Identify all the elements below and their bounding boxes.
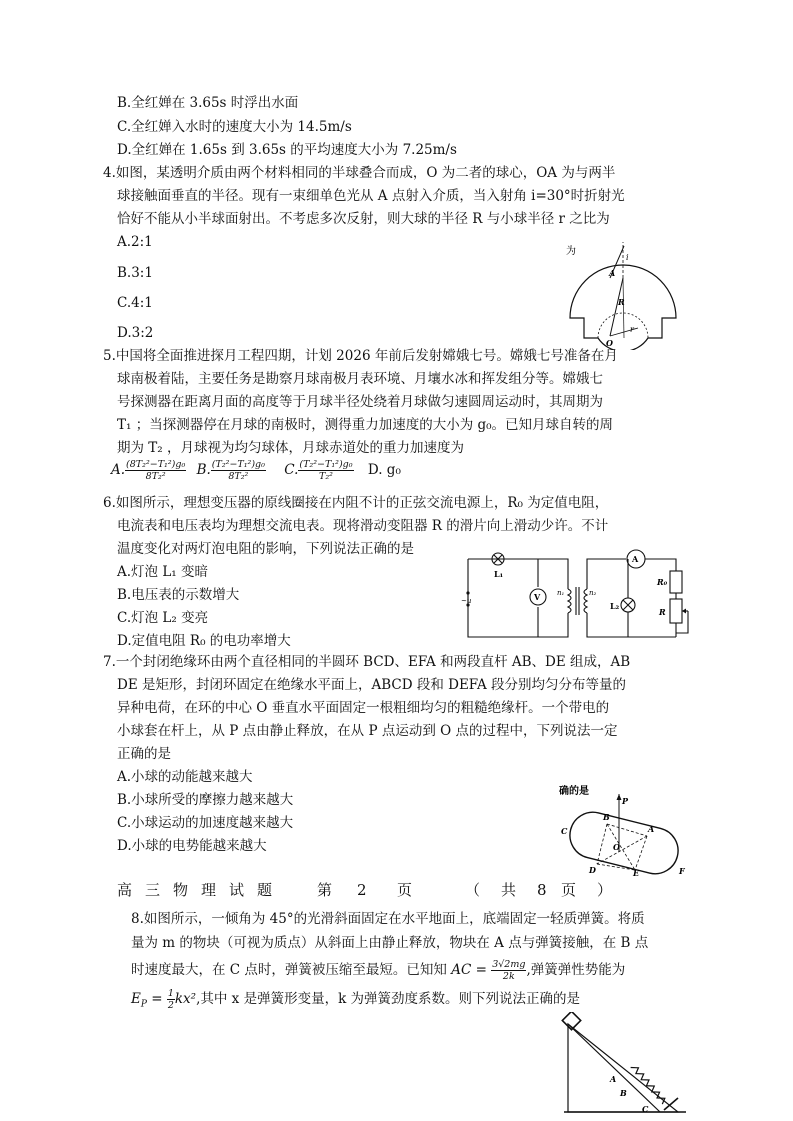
q6-label-l2: L₂ bbox=[610, 601, 620, 611]
q7-figure-caption: 确的是 bbox=[559, 786, 589, 797]
q6-option-b: B.电压表的示数增大 bbox=[117, 587, 240, 603]
q8-stem-line-1: 8.如图所示，一倾角为 45°的光滑斜面固定在水平地面上，底端固定一轻质弹簧。将质 bbox=[131, 911, 645, 927]
q8-stem-line-4: $E_P$ = $\frac{1}{2}$ kx²,其中 x 是弹簧形变量，k 为弹簧劲度系数。则下列说法正确的是 bbox=[131, 988, 581, 1011]
q4-label-r-small: r bbox=[630, 325, 634, 334]
q7-label-d: D bbox=[589, 865, 596, 875]
q7-label-f: F bbox=[679, 866, 685, 876]
q7-option-c: C.小球运动的加速度越来越大 bbox=[117, 815, 294, 831]
q5-stem-line-1: 5.中国将全面推进探月工程四期，计划 2026 年前后发射嫦娥七号。嫦娥七号准备在月 bbox=[103, 348, 618, 364]
q6-option-a: A.灯泡 L₁ 变暗 bbox=[117, 564, 208, 580]
q5-option-d: D. g₀ bbox=[367, 462, 401, 478]
q7-stem-line-1: 7.一个封闭绝缘环由两个直径相同的半圆环 BCD、EFA 和两段直杆 AB、DE 组成，AB bbox=[103, 654, 631, 670]
q5-stem-line-2: 球南极着陆，主要任务是勘察月球南极月表环境、月壤水冰和挥发组分等。嫦娥七 bbox=[117, 371, 603, 387]
q4-hemisphere-figure bbox=[548, 238, 678, 350]
q6-stem-line-2: 电流表和电压表均为理想交流电表。现将滑动变阻器 R 的滑片向上滑动少许。不计 bbox=[117, 518, 609, 534]
q7-label-e: E bbox=[633, 868, 640, 876]
q7-label-a: A bbox=[648, 824, 655, 834]
q5-option-b: B. $\frac{\text{(T₂²−T₁²)g₀}}{\text{8T₂²}}$ bbox=[196, 459, 265, 482]
q6-stem-line-3: 温度变化对两灯泡电阻的影响，下列说法正确的是 bbox=[117, 541, 414, 557]
q7-option-d: D.小球的电势能越来越大 bbox=[117, 838, 267, 854]
q5-stem-line-3: 号探测器在距离月面的高度等于月球半径处绕着月球做匀速圆周运动时，其周期为 bbox=[117, 394, 603, 410]
q6-label-l1: L₁ bbox=[494, 569, 504, 579]
q4-stem-line-1: 4.如图，某透明介质由两个材料相同的半球叠合而成，O 为二者的球心，OA 为与两半 bbox=[103, 165, 616, 181]
q7-label-b: B bbox=[603, 812, 610, 822]
q3-option-d: D.全红婵在 1.65s 到 3.65s 的平均速度大小为 7.25m/s bbox=[117, 142, 457, 158]
q4-label-r-big: R bbox=[618, 297, 625, 307]
q4-label-o: O bbox=[606, 338, 613, 348]
q3-option-b: B.全红婵在 3.65s 时浮出水面 bbox=[117, 95, 299, 111]
q6-label-source: ~u bbox=[461, 597, 472, 605]
q7-label-o: O bbox=[613, 842, 620, 852]
q4-option-b: B.3:1 bbox=[117, 265, 153, 281]
q7-option-a: A.小球的动能越来越大 bbox=[117, 769, 253, 785]
q6-label-r: R bbox=[659, 607, 666, 617]
q6-label-voltmeter: V bbox=[534, 592, 541, 602]
q4-stem-line-3: 恰好不能从小半球面射出。不考虑多次反射，则大球的半径 R 与小球半径 r 之比为 bbox=[117, 211, 610, 227]
q7-stem-line-5: 正确的是 bbox=[117, 746, 171, 762]
q8-stem-line-3: 时速度最大，在 C 点时，弹簧被压缩至最短。已知知 AC = $\frac{3√2mg}{2k}$ ,弹簧弹性势能为 bbox=[131, 959, 626, 982]
q6-label-r0: R₀ bbox=[657, 577, 668, 587]
q7-stem-line-4: 小球套在杆上，从 P 点由静止释放，在从 P 点运动到 O 点的过程中，下列说法一定 bbox=[117, 723, 618, 739]
q5-option-a: A. $\frac{\text{(8T₂²−T₁²)g₀}}{\text{8T₂²}}$ bbox=[111, 459, 186, 482]
q3-option-c: C.全红婵入水时的速度大小为 14.5m/s bbox=[117, 119, 352, 135]
q8-ac-lhs: AC = bbox=[451, 962, 487, 978]
q4-label-a: A bbox=[609, 268, 616, 278]
q4-stem-line-2: 球接触面垂直的半径。现有一束细单色光从 A 点射入介质，当入射角 i=30°时折射光 bbox=[117, 188, 625, 204]
q4-label-i: i bbox=[626, 253, 629, 262]
q6-option-d: D.定值电阻 R₀ 的电功率增大 bbox=[117, 633, 291, 649]
q8-stem-line-2: 量为 m 的物块（可视为质点）从斜面上由静止释放，物块在 A 点与弹簧接触，在 B 点 bbox=[131, 935, 649, 951]
q5-options bbox=[111, 455, 401, 485]
q8-incline-figure bbox=[560, 1012, 690, 1116]
q6-option-c: C.灯泡 L₂ 变亮 bbox=[117, 610, 209, 626]
q7-option-b: B.小球所受的摩擦力越来越大 bbox=[117, 792, 294, 808]
q6-label-ammeter: A bbox=[632, 554, 639, 564]
q7-label-c: C bbox=[561, 826, 568, 836]
q5-stem-line-5: 期为 T₂ ，月球视为均匀球体，月球赤道处的重力加速度为 bbox=[117, 440, 464, 456]
q4-option-c: C.4:1 bbox=[117, 295, 153, 311]
q5-stem-line-4: T₁ ；当探测器停在月球的南极时，测得重力加速度的大小为 g₀。已知月球自转的周 bbox=[117, 417, 614, 433]
q6-stem-line-1: 6.如图所示，理想变压器的原线圈接在内阻不计的正弦交流电源上，R₀ 为定值电阻， bbox=[103, 495, 609, 511]
q6-label-n2: n₂ bbox=[589, 589, 597, 597]
q6-label-n1: n₁ bbox=[557, 589, 565, 597]
q7-stem-line-2: DE 是矩形，封闭环固定在绝缘水平面上，ABCD 段和 DEFA 段分别均匀分布等量的 bbox=[117, 677, 627, 693]
q8-label-b: B bbox=[620, 1088, 627, 1098]
q8-label-a: A bbox=[610, 1074, 617, 1084]
q6-transformer-circuit bbox=[458, 549, 690, 645]
q7-ring-figure bbox=[555, 780, 690, 876]
q4-option-d: D.3:2 bbox=[117, 325, 154, 341]
q5-option-c: C. $\frac{\text{(T₂²−T₁²)g₀}}{\text{T₂²}}$ bbox=[284, 459, 353, 482]
q4-option-a: A.2:1 bbox=[117, 234, 153, 250]
q4-figure-caption: 为 bbox=[566, 246, 576, 257]
page-footer: 高 三 物 理 试 题 第 2 页 （ 共 8 页 ） bbox=[117, 881, 613, 899]
q8-label-c: C bbox=[642, 1104, 649, 1114]
q7-label-p: P bbox=[622, 796, 629, 806]
q7-stem-line-3: 异种电荷，在环的中心 O 垂直水平面固定一根粗细均匀的粗糙绝缘杆。一个带电的 bbox=[117, 700, 610, 716]
